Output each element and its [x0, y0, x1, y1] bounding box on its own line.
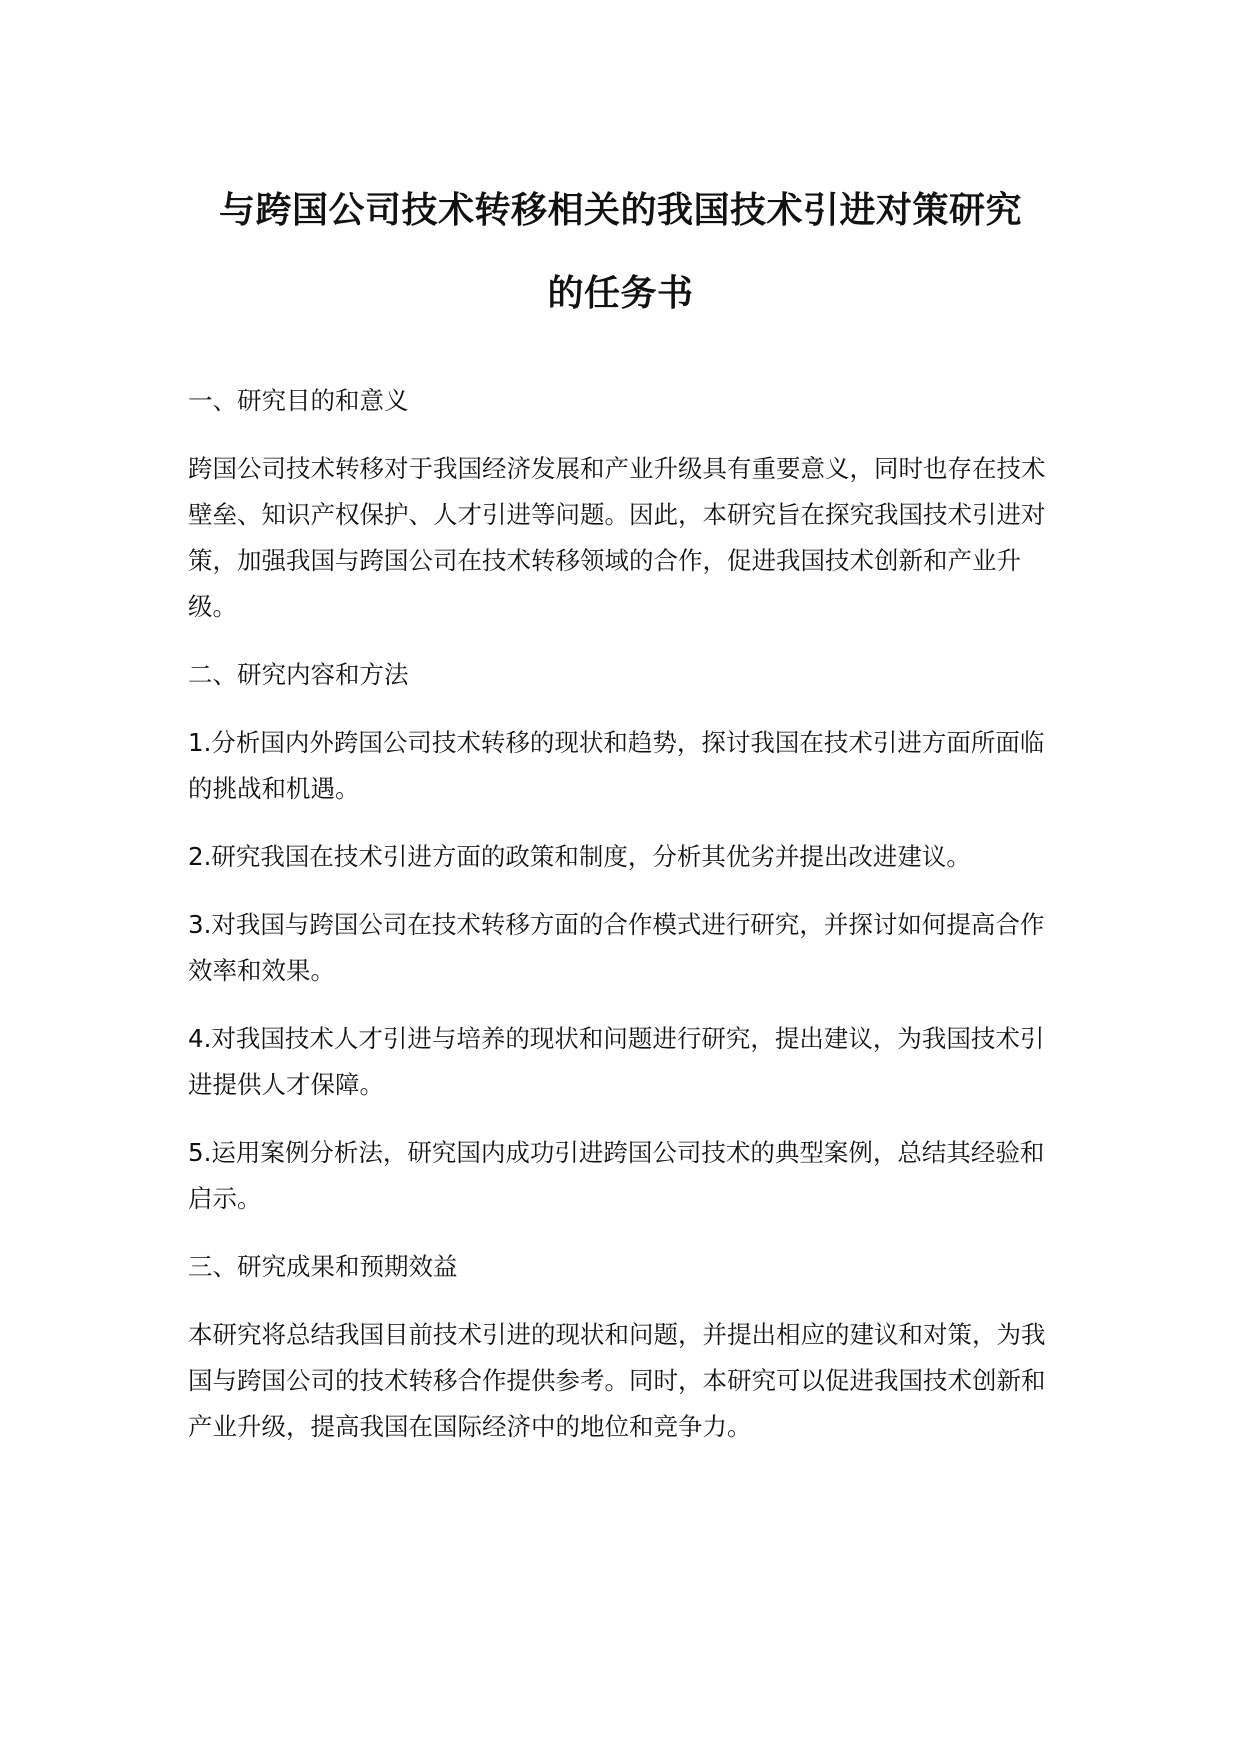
section-heading-purpose: 一、研究目的和意义: [188, 386, 409, 415]
paragraph-item-3: 3.对我国与跨国公司在技术转移方面的合作模式进行研究，并探讨如何提高合作效率和效果。: [188, 910, 1045, 985]
paragraph-item-2: 2.研究我国在技术引进方面的政策和制度，分析其优劣并提出改进建议。: [188, 842, 971, 871]
section-heading-results-benefits: 三、研究成果和预期效益: [188, 1252, 458, 1281]
paragraph-item-1: 1.分析国内外跨国公司技术转移的现状和趋势，探讨我国在技术引进方面所面临的挑战和机遇。: [188, 728, 1045, 803]
document-title-line-1: 与跨国公司技术转移相关的我国技术引进对策研究: [218, 190, 1022, 231]
document-body: [188, 378, 1068, 1472]
paragraph-purpose: 跨国公司技术转移对于我国经济发展和产业升级具有重要意义，同时也存在技术壁垒、知识产权保护、人才引进等问题。因此，本研究旨在探究我国技术引进对策，加强我国与跨国公司在技术转移领域的合作，促进我国技术创新和产业升级。: [188, 454, 1046, 621]
document-title-line-2: 的任务书: [547, 273, 694, 314]
paragraph-item-4: 4.对我国技术人才引进与培养的现状和问题进行研究，提出建议，为我国技术引进提供人才保障。: [188, 1024, 1045, 1099]
paragraph-item-5: 5.运用案例分析法，研究国内成功引进跨国公司技术的典型案例，总结其经验和启示。: [188, 1138, 1045, 1213]
section-heading-content-methods: 二、研究内容和方法: [188, 660, 409, 689]
paragraph-results: 本研究将总结我国目前技术引进的现状和问题，并提出相应的建议和对策，为我国与跨国公司的技术转移合作提供参考。同时，本研究可以促进我国技术创新和产业升级，提高我国在国际经济中的地位和竞争力。: [188, 1320, 1046, 1441]
